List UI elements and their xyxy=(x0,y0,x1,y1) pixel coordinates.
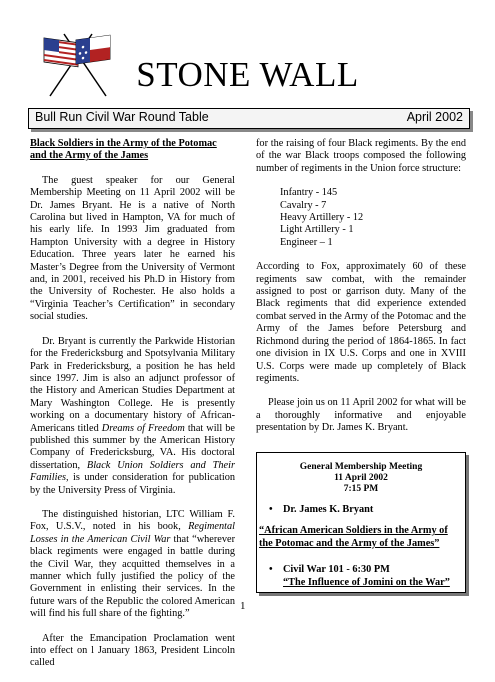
column-right xyxy=(256,138,466,447)
paragraph-2-text-a: Dr. Bryant is currently the Parkwide Historian for the Fredericksburg and Spotsylvania Military Park in Fredericksburg, a position he has held since 1997. Jim is also an adjunct professor of the History and American Studies Department at Mary Washington College. He is presently working on a documentary history of African-Americans titled xyxy=(30,335,235,434)
article-heading: Black Soldiers in the Army of the Potomac and the Army of the James xyxy=(30,138,217,162)
list-item: Engineer – 1 xyxy=(280,236,333,248)
list-item: Heavy Artillery - 12 xyxy=(280,212,364,224)
paragraph-2-text-b: that will be published this summer by the American History Company of Fredericksburg, VA. His doctoral dissertation, xyxy=(30,422,235,471)
book-title-dreams-of-freedom: Dreams of Freedom xyxy=(101,422,185,434)
list-item: Cavalry - 7 xyxy=(280,199,327,211)
meeting-info-box xyxy=(256,452,466,593)
article-paragraph-2 xyxy=(30,336,235,497)
newsletter-banner xyxy=(28,108,470,129)
article-paragraph-4: After the Emancipation Proclamation went into effect on l January 1863, President Lincoln called xyxy=(30,632,235,669)
page-number: 1 xyxy=(240,600,246,612)
list-item: Light Artillery - 1 xyxy=(280,224,354,236)
paragraph-3-text-a: The distinguished historian, LTC William F. Fox, U.S.V., noted in his book, xyxy=(30,508,235,533)
meeting-title: General Membership Meeting xyxy=(299,462,423,472)
issue-date: April 2002 xyxy=(406,110,463,124)
book-title-regimental-losses: Regimental Losses in the American Civil War xyxy=(30,521,235,545)
organization-name: Bull Run Civil War Round Table xyxy=(35,110,209,124)
meeting-topic: “African American Soldiers in the Army of the Potomac and the Army of the James” xyxy=(259,525,448,549)
meeting-time: 7:15 PM xyxy=(343,484,379,494)
article-paragraph-7: Please join us on 11 April 2002 for what will be a thoroughly informative and enjoyable presentation by Dr. James K. Bryant. xyxy=(256,397,466,434)
masthead-title: STONE WALL xyxy=(136,55,359,94)
paragraph-2-text-c: is under consideration for publication by the University Press of Virginia. xyxy=(30,472,235,496)
list-item: Infantry - 145 xyxy=(280,187,338,199)
paragraph-3-text-b: that “wherever black regiments were engaged in battle during the Civil War, they acquitted themselves in a manner which fully justified the policy of the Government in enlisting their services. In the future wars of the Republic the colored American will find his full share of the fighting.” xyxy=(30,533,235,620)
meeting-date: 11 April 2002 xyxy=(334,473,388,483)
regiment-list xyxy=(280,187,466,249)
column-left xyxy=(30,138,235,682)
civil-war-101-session: • Civil War 101 - 6:30 PM xyxy=(257,564,465,576)
article-paragraph-1: The guest speaker for our General Membership Meeting on 11 April 2002 will be Dr. James Bryant. He is a native of North Carolina but lived in Hampton, VA for much of his early life. In 1993 Jim graduated from Hampton University with a degree in History Education. Three years later he earned his Master’s Degree from the University of Vermont and, in 2001, received his Ph.D in History from the University of Rochester. He also holds a “Virginia Teacher’s Certification” in secondary social studies. xyxy=(30,174,235,323)
dissertation-title: Black Union Soldiers and Their Families, xyxy=(30,459,235,484)
article-paragraph-5: for the raising of four Black regiments. By the end of the war Black troops composed the following number of regiments in the Union force structure: xyxy=(256,138,466,174)
meeting-speaker: • Dr. James K. Bryant xyxy=(257,504,465,516)
article-paragraph-3 xyxy=(30,509,235,621)
article-paragraph-6: According to Fox, approximately 60 of these regiments saw combat, with the remainder assigned to post or garrison duty. Many of the Black regiments that did experience extended combat served in the Army of the Potomac and the Army of the James before Petersburg and Richmond during the period of 1864-1865. In fact one division in IX U.S. Corps and one in XVIII U.S. Corps were made up completely of Black regiments. xyxy=(256,261,466,384)
civil-war-101-topic: “The Influence of Jomini on the War” xyxy=(283,576,450,588)
